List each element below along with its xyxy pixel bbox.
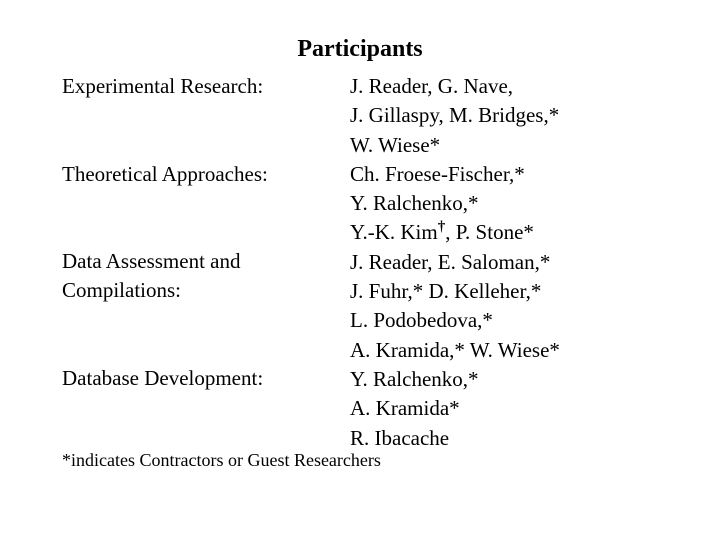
name-line: Ch. Froese-Fischer,* <box>350 161 525 186</box>
name-line: R. Ibacache <box>350 425 450 450</box>
category-experimental-research: Experimental Research: <box>62 74 264 98</box>
name-line: Y. Ralchenko,* <box>350 366 479 391</box>
name-kim: Y.-K. Kim <box>350 220 438 245</box>
name-line-kim <box>350 218 560 247</box>
participant-names <box>350 72 560 453</box>
name-line: W. Wiese* <box>350 132 441 157</box>
name-line: J. Fuhr,* D. Kelleher,* <box>350 279 542 304</box>
dagger-mark: † <box>437 219 446 236</box>
footnote: *indicates Contractors or Guest Researchers <box>62 450 381 470</box>
category-theoretical-approaches: Theoretical Approaches: <box>62 162 268 186</box>
name-line: L. Podobedova,* <box>350 308 493 333</box>
slide-title: Participants <box>297 36 423 62</box>
name-line: A. Kramida* <box>350 396 460 421</box>
name-line: J. Reader, G. Nave, <box>350 74 514 98</box>
name-line: J. Gillaspy, M. Bridges,* <box>350 103 560 128</box>
name-line: A. Kramida,* W. Wiese* <box>350 337 560 362</box>
category-database-development: Database Development: <box>62 366 264 390</box>
name-stone: , P. Stone* <box>445 220 534 245</box>
name-line: J. Reader, E. Saloman,* <box>350 249 551 274</box>
name-line: Y. Ralchenko,* <box>350 191 479 216</box>
category-compilations: Compilations: <box>62 278 182 302</box>
category-data-assessment: Data Assessment and <box>62 249 241 273</box>
